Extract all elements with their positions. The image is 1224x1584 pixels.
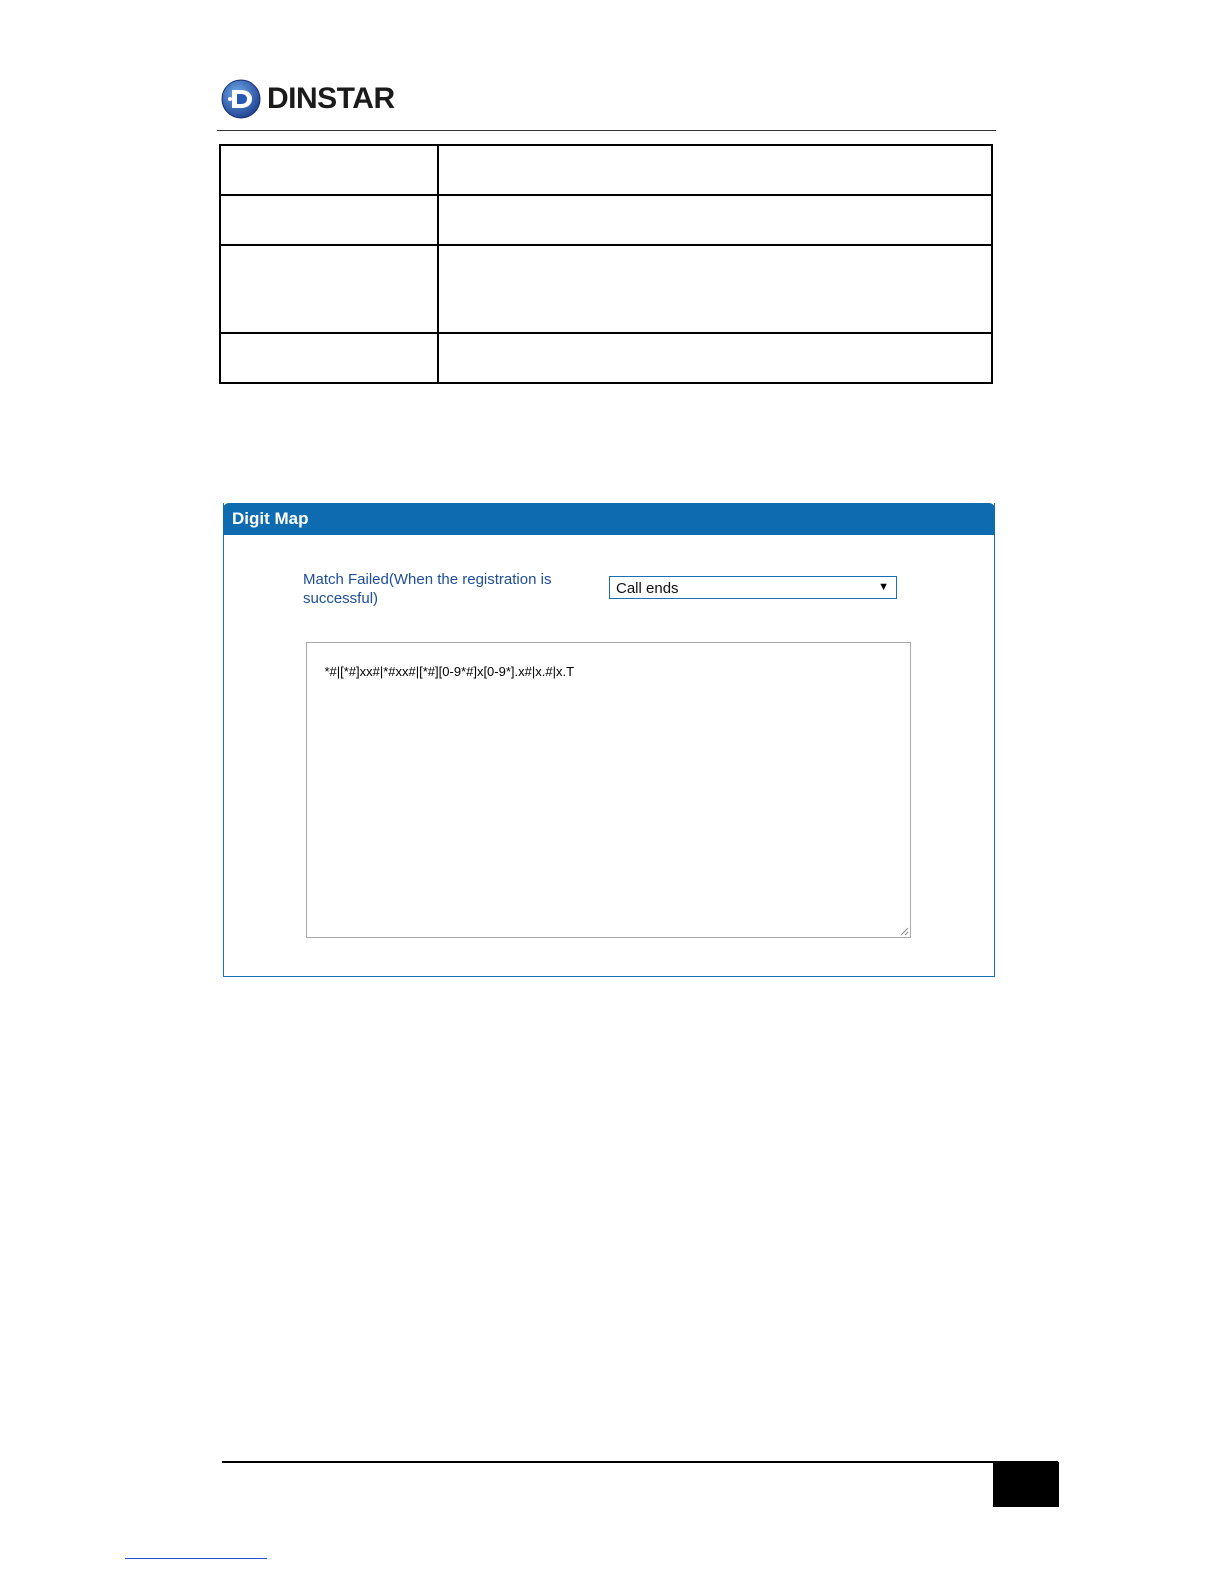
digit-map-textarea[interactable] (306, 642, 911, 938)
digit-map-text: *#|[*#]xx#|*#xx#|[*#][0-9*#]x[0-9*].x#|x.#|x.T (324, 664, 575, 679)
table-row (220, 195, 992, 245)
table-row (220, 333, 992, 383)
dropdown-arrow-icon: ▼ (878, 581, 889, 593)
header-divider (217, 130, 996, 131)
panel-title: Digit Map (223, 503, 995, 535)
page-number-box (993, 1462, 1059, 1507)
table-cell (438, 145, 992, 195)
parameter-table (219, 144, 993, 384)
resize-grip-icon[interactable] (899, 926, 909, 936)
table-cell (220, 145, 438, 195)
table-row (220, 145, 992, 195)
match-failed-select-value: Call ends (616, 580, 679, 597)
match-failed-label: Match Failed(When the registration is successful) (303, 571, 552, 607)
dinstar-logo (221, 78, 395, 120)
table-row (220, 245, 992, 333)
table-cell (438, 195, 992, 245)
footer-divider (222, 1461, 1058, 1463)
table-cell (438, 333, 992, 383)
table-cell (220, 245, 438, 333)
digit-map-panel (223, 503, 995, 977)
dinstar-logo-icon (221, 79, 261, 119)
table-cell (220, 195, 438, 245)
footer-link-underline (125, 1558, 267, 1559)
match-failed-select[interactable] (609, 576, 897, 599)
brand-name: DINSTAR (267, 82, 395, 115)
table-cell (438, 245, 992, 333)
table-cell (220, 333, 438, 383)
